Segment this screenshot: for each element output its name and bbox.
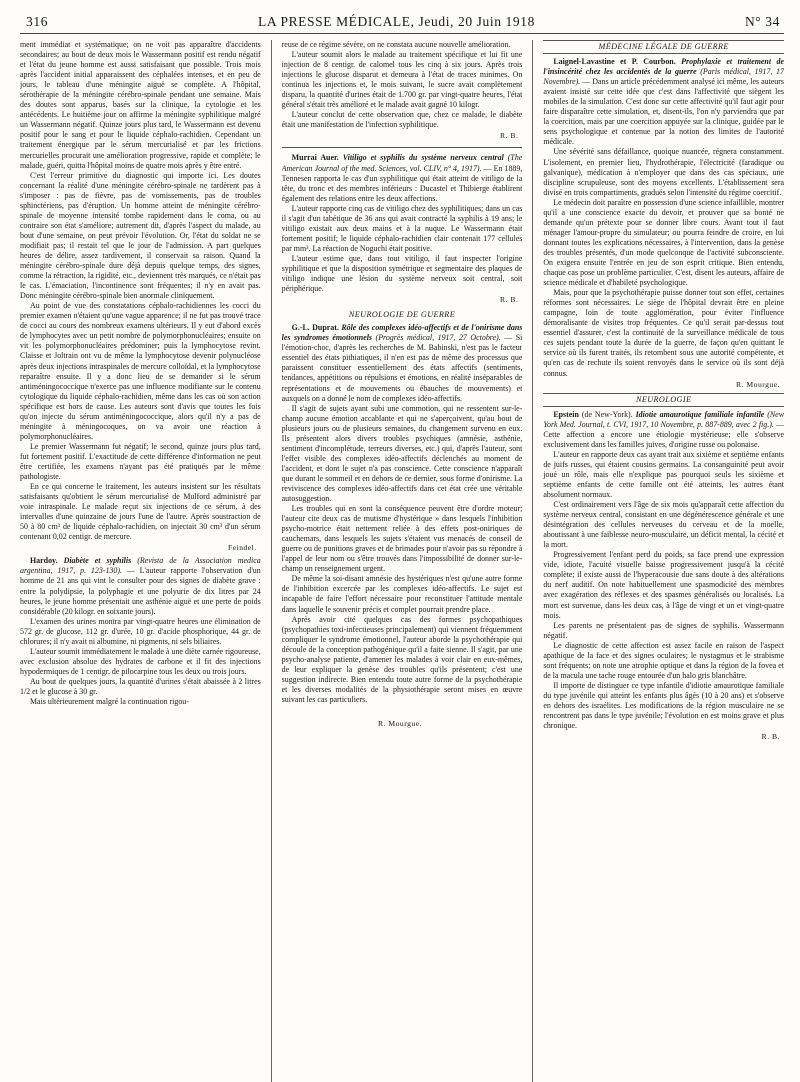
article-text: — En 1889, Tennesen rapporta le cas d'un syphilitique qui était atteint de vitiligo de la tête, du tronc et des membres inférieurs : Ducastel et Thibierge établirent également des relations entre les deux affections. <box>281 163 523 203</box>
paragraph: L'auteur en rapporte deux cas ayant trait aux sixième et septième enfants de juifs russes, qui étaient cousins germains. La consanguinité peut avoir joué un rôle, mais elle n'explique pas pourquoi seuls les sixième et septième enfants de cette famille ont été atteints, les autres étant absolument normaux. <box>543 449 784 500</box>
author-location: (de New-York). <box>581 409 633 419</box>
paragraph: Les troubles qui en sont la conséquence peuvent être d'ordre moteur; l'auteur cite deux cas de mutisme d'hystérique » dans lesquels l'inhibition psycho-motrice était nettement reliée à des effets post-oniriques de cauchemars, dans lesquels les sujets s'étaient vus menacés de conseil de guerre ou de punitions graves et de brimades pour n'avoir pas su répondre à l'appel de leur nom ou s'être trouvés dans l'impossibilité de donner sur-le-champ un renseignement urgent. <box>281 504 523 574</box>
paragraph: L'auteur estime que, dans tout vitiligo, il faut inspecter l'origine syphilitique et que la disposition symétrique et segmentaire des plaques de vitiligo indique une lésion du système nerveux soit central, soit périphérique. <box>281 253 523 294</box>
article-duprat-intro <box>282 323 523 403</box>
column-divider <box>532 40 533 1082</box>
article-text: — Cette affection a encore une étiologie mystérieuse; elle s'observe exclusivement dans les familles juives, d'origine russe ou polonaise. <box>543 419 784 449</box>
article-title: Rôle des complexes idéo-affectifs et de l'onirisme dans les syndromes émotionnels <box>281 323 523 343</box>
section-heading: MÉDECINE LÉGALE DE GUERRE <box>543 40 784 54</box>
article-title: Prophylaxie et traitement de l'insincérité chez les accidentés de la guerre <box>543 57 784 77</box>
paragraph: L'auteur soumit immédiatement le malade à une diète carnée rigoureuse, avec exclusion absolue des hydrates de carbone et il fit des injections hypodermiques de 1 centigr. de pilocarpine tous les deux ou trois jours. <box>20 646 261 676</box>
signature: R. B. <box>761 732 780 742</box>
article-text: — Si l'émotion-choc, d'après les recherches de M. Babinski, n'est pas le facteur essentiel des états pithiatiques, il n'en est pas de même des processus que paraissent constituer essentiellement des états affectifs (sentiments, tendances, appétitions ou répulsions et émotions, en réalité inséparables de représentations et de mouvements ou ébauches de mouvements) et auxquels on a donné le nom de complexes idéo-affectifs. <box>281 333 523 403</box>
article-title: Diabète et syphilis <box>63 556 132 566</box>
signature: R. B. <box>500 295 519 305</box>
paragraph: Le médecin doit paraître en possession d'une science infaillible, montrer qu'il a une conscience exacte du devoir, et prouver que sa bonté ne demande qu'un prétexte pour se donner libre cours. Avant tout il faut ménager l'amour-propre du simulateur; ou pourra feindre de croire, en lui donnant toutes les explications nécessaires, à l'intervention, dans la genèse des troubles présentés, d'un mode quelconque de l'activité subconsciente. On exigera ensuite l'entrée en jeu de son esprit critique. Bien entendu, chaque cas pose un problème particulier. C'est, disent les auteurs, affaire de science médicale et d'habileté psychologique. <box>543 197 784 288</box>
divider <box>282 147 523 148</box>
article-reference: (Paris médical, 1917, 17 Novembre). <box>543 67 784 87</box>
section-heading: NEUROLOGIE <box>543 393 784 407</box>
paragraph: Mais ultérieurement malgré la continuation rigou- <box>30 697 189 707</box>
article-text: — L'auteur rapporte l'observation d'un homme de 21 ans qui vint le consulter pour des signes de diabète grave : entre la polydipsie, la polyphagie et une polyurie de dix litres par 24 heures, le jeune homme présentait une asthénie aiguë et une perte de poids considérable (20 kilogr. en soixante jours). <box>20 566 261 616</box>
paragraph: Le diagnostic de cette affection est assez facile en raison de l'aspect apathique de la face et des signes oculaires; le nystagmus et le strabisme sont fréquents; on note une atrophie optique et dans la région de la fovea et de la macula une tache rouge entourée d'un halo gris blanchâtre. <box>543 640 784 680</box>
paragraph: L'auteur conclut de cette observation que, chez ce malade, le diabète était une manifestation de l'infection syphilitique. <box>281 110 523 130</box>
paragraph: Après avoir cité quelques cas des formes psychopathiques (psychopathies toxi-infectieuses principalement) qui viennent fréquemment compliquer le syndrome émotionnel, l'auteur aborde la psychothérapie qui découle de la conception pathogénique qu'il a faite sienne. Il s'agit, par une psycho-analyse patiente, d'amener les malades à voir clair en eux-mêmes, de leur expliquer la genèse des troubles qu'ils présentent; c'est une suggestion indirecte. Bien entendu toute autre forme de la psychothérapie et les diverses modalités de la physiothérapie seront mises en œuvre suivant les cas particuliers. <box>281 614 523 704</box>
paragraph: Une sévérité sans défaillance, quoique nuancée, régnera constamment. L'isolement, en premier lieu, l'hydrothérapie, l'électricité (faradique ou galvanique), médication à n'employer que dans des cas spéciaux, une discipline scrupuleuse, sont des moyens excellents. L'établissement sera divisé en trois compartiments, gradués selon l'intensité du régime coercitif. <box>543 147 784 197</box>
signature: R. B. <box>500 131 519 141</box>
paragraph: C'est ordinairement vers l'âge de six mois qu'apparaît cette affection du système nerveux central, consistant en une dégénérescence générale et une désintégration des cellules nerveuses du cerveau et de la moelle, aboutissant à une faiblesse neuro-musculaire, un déficit mental, la cécité et la mort. <box>543 500 784 550</box>
article-title: Vitiligo et syphilis du système nerveux central <box>342 153 504 163</box>
column-divider <box>271 40 272 1082</box>
article-author: Hardoy. <box>30 556 58 566</box>
paragraph: Les parents ne présentaient pas de signes de syphilis. Wassermann négatif. <box>543 620 784 640</box>
paragraph: ment immédiat et systématique; on ne voit pas apparaître d'accidents secondaires; au bout de deux mois le Wassermann positif est rendu négatif et l'état du jeune homme est aussi satisfaisant que possible. Trois mois après l'accident initial apparaissent des céphalées intenses, et en peu de jours, le tableau d'une méningite aiguë se complète. A l'hôpital, sérothérapie de la méningite cérébro-spinale pendant une semaine. Mais des doutes sont apparus, basés sur la clinique, la cytologie et les antécédents. Le huitième jour on affirme la méningite syphilitique malgré un Wassermann négatif. Quinze jours plus tard, le Wassermann est devenu positif pour le sang et pour le liquide céphalo-rachidien. Cependant un traitement énergique par le sérum mercurialisé et par les frictions mercurielles procurait une amélioration progressive, rapide et complète; le malade, guéri, quitta l'hôpital moins de quatre mois après y être entré. <box>20 40 261 170</box>
paragraph: Au bout de quelques jours, la quantité d'urines s'était abaissée à 2 litres 1/2 et le glucose à 30 gr. <box>20 676 261 696</box>
column-left <box>20 40 261 1082</box>
paragraph: Il s'agit de sujets ayant subi une commotion, qui ne ressentent sur-le-champ aucune émotion accablante et qui ne s'aperçoivent, qu'au bout de plusieurs jours ou de plusieurs semaines, du changement survenu en eux. Ils présentent alors divers troubles psychiques (amnésie, asthénie, sentiment d'incomplétude, terreurs diverses, etc.) qui, d'après l'auteur, sont l'effet visible des complexes idéo-affectifs déclenchés au moment de l'accident, et dont le sujet n'a pas conscience. Cette conscience n'apparaît que durant le sommeil et en dehors de ce dernier, sous forme d'onirisme. La reviviscence des complexes idéo-affectifs dans cet état crée une véritable autosuggestion. <box>281 403 523 504</box>
paragraph: Progressivement l'enfant perd du poids, sa face prend une expression vide, idiote, l'acuité visuelle baisse progressivement jusqu'à la cécité complète; il existe aussi de l'hyperacousie due sans doute à des altérations du nerf auditif. On note habituellement une spasmodicité des membres avec exagération des réflexes et des spasmes généralisés ou localisés. La mort est survenue, dans les deux cas, à l'âge de vingt et un et vingt-quatre mois. <box>543 550 784 620</box>
article-reference: (The American Journal of the med. Sciences, vol. CLIV, n° 4, 1917). <box>281 153 523 173</box>
paragraph: L'examen des urines montra par vingt-quatre heures une élimination de 572 gr. de glucose, 112 gr. d'urée, 10 gr. d'acide phosphorique, 44 gr. de chlorures; il n'y avait ni albumine, ni pigments, ni sels biliaires. <box>20 616 261 646</box>
article-reference: (New York Med. Journal, t. CVI, 1917, 10 Novembre, p. 887-889, avec 2 fig.). <box>543 409 784 429</box>
paragraph: C'est l'erreur primitive du diagnostic qui importe ici. Les doutes concernant la réalité d'une méningite cérébro-spinale ne tardèrent pas à s'imposer : pas de fièvre, pas de vomissements, pas de troubles sphinctériens, pas d'éruption. Un homme atteint de méningite cérébro-spinale de moyenne intensité tombe rapidement dans le coma, ou au contraire son état s'améliore; autrement dit, d'après l'aspect du malade, au bout d'une semaine, on peut prévoir l'évolution. Or, l'état du soldat ne se modifiait pas; il restait tel que le jour de l'admission. A part quelques heures de délire, assez tardivement, il conservait sa raison. Quand la méningite cérébro-spinale dure déjà depuis quelque temps, des signes, comme la rétraction, la rigidité, etc., deviennent très marqués, ce n'était pas le cas. L'émaciation, l'incontinence sont fréquentes; il n'y en avait pas. Donc méningite cérébro-spinale bien anormale cliniquement. <box>20 170 261 301</box>
page-number: 316 <box>26 14 49 29</box>
column-right <box>543 40 784 1082</box>
article-reference: (Revista de la Association medica argentina, 1917, p. 123-130). <box>20 556 261 576</box>
page-header <box>20 14 784 34</box>
article-hardoy-intro <box>20 556 261 616</box>
paragraph: L'auteur soumit alors le malade au traitement spécifique et lui fit une injection de 8 centigr. de calomel tous les cinq à six jours. Après trois injections le glucose disparut et demeura à l'état de traces minimes. On continua les injections et, le mois suivant, le sucre avait complètement disparu, la quantité d'urines était de 1.700 gr. par vingt-quatre heures, l'état général s'était très amélioré et le malade avait gagné 10 kilogr. <box>281 50 523 110</box>
paragraph: Mais, pour que la psychothérapie puisse donner tout son effet, certaines réformes sont nécessaires. Le siège de l'hôpital devrait être en pleine campagne, loin de toute agglomération, pour éviter l'influence démoralisante de visites trop fréquentes. Ce qu'il serait par-dessus tout essentiel d'assurer, c'est la continuité de la surveillance médicale de tous ces sujets pendant toute la durée de la guerre, de façon qu'en quittant le service où ils furent traités, ils retombent sous une autorité compétente, et qu'en cas de rechute ils soient renvoyés dans le service où ils sont déjà connus. <box>543 288 784 378</box>
journal-title: LA PRESSE MÉDICALE, Jeudi, 20 Juin 1918 <box>258 14 535 29</box>
article-author: Murrai Auer. <box>291 153 339 163</box>
paragraph: L'auteur rapporte cinq cas de vitiligo chez des syphilitiques; dans un cas il s'agit d'un tabétique de 36 ans qui avait contracté la syphilis à 19 ans; le vitiligo existait aux deux mains et à la nuque. Le Wassermann était fortement positif; le liquide céphalo-rachidien clair contenait 177 cellules par mm³. La réaction de Noguchi était positive. <box>281 203 523 253</box>
signature: R. Mourgue. <box>378 719 422 728</box>
paragraph: Il importe de distinguer ce type infantile d'idiotie amaurotique familiale du type juvénile qui atteint les enfants plus âgés (10 à 20 ans) et s'observe en dehors des israélites. Les modifications de la région musculaire ne se rencontrent pas dans le type juvénile; l'évolution en est moins grave et plus chronique. <box>543 680 784 731</box>
paragraph: En ce qui concerne le traitement, les auteurs insistent sur les résultats satisfaisants qu'obtient le sérum mercurialisé de Mulford administré par voie intraspinale. Le malade reçut six injections de ce sérum, à des intervalles d'une quinzaine de jours l'une de l'autre. Après soustraction de 50 à 80 cm³ de liquide céphalo-rachidien, on injectait 30 cm³ d'un sérum contenant 0,02 centigr. de mercure. <box>20 482 261 542</box>
article-text: — Dans un article précédemment analysé ici même, les auteurs avaient insisté sur cette idée que c'est dans l'affectivité que siègent les mobiles de la simulation. C'est donc sur cette affectivité qu'il faut agir pour faire disparaître cette simulation, et, disent-ils, l'on n'y parviendra que par la coercition, mais par une coercition appuyée sur la clinique, guidée par le sens psychologique et contenue par la notion des limites de l'autorité médicale. <box>543 77 784 147</box>
issue-number: N° 34 <box>744 14 780 29</box>
paragraph: Au point de vue des constatations céphalo-rachidiennes les cocci du premier examen n'étaient qu'une vague apparence; il ne fut pas trouvé trace de cocci au cours des nombreux examens ultérieurs. Il y eut d'abord excès de lymphocytes avec un petit nombre de polymorphonucléaires; ensuite on vit les polymorphonucléaires prédominer; puis la lymphocytose revint. Claisse et Joltrain ont vu de même la lymphocytose devenir polynucléose après deux injections intraspinales de mercure colloïdal, et la lymphocytose reparaître ensuite. Il y a donc lieu de se demander si le sérum antiméningococcique n'exerce pas une influence modifiante sur le contenu cytologique du liquide céphalo-rachidien, même dans les cas où son action spécifique est hors de cause. Les auteurs sont d'avis que toutes les fois qu'on injecte du sérum antiméningococcique, alors qu'il n'y a pas de méningite à méningocoques, on va avoir une réaction à polymorphonucléaires. <box>20 301 261 441</box>
article-murrai-intro <box>282 153 523 203</box>
paragraph: Le premier Wassermann fut négatif; le second, quinze jours plus tard, fut fortement positif. L'exactitude de cette différence d'information ne peut être certifiée, les examens n'ayant pas été pratiqués par le même pathologiste. <box>20 441 261 482</box>
article-epstein-intro <box>543 410 784 450</box>
article-author: Laignel-Lavastine et P. Courbon. <box>553 57 676 67</box>
article-laignel-intro <box>543 57 784 147</box>
paragraph: De même la soi-disant amnésie des hystériques n'est qu'une autre forme de l'inhibition excercée par les complexes idéo-affectifs. Le sujet est incapable de faire l'effort nécessaire pour reconstituer l'attitude mentale dans laquelle le souvenir précis et complet pourrait prendre place. <box>281 574 523 614</box>
article-author: Epstein <box>553 409 579 419</box>
paragraph: reuse de ce régime sévère, on ne constata aucune nouvelle amélioration. <box>281 40 511 49</box>
article-columns <box>20 40 784 1082</box>
article-reference: (Progrès médical, 1917, 27 Octobre). <box>375 333 501 343</box>
column-middle <box>282 40 523 1082</box>
section-heading: NEUROLOGIE DE GUERRE <box>348 310 456 320</box>
article-author: G.-L. Duprat. <box>291 323 339 333</box>
signature: Feindel. <box>228 543 257 553</box>
signature: R. Mourgue. <box>736 379 780 389</box>
article-title: Idiotie amaurotique familiale infantile <box>635 409 765 419</box>
